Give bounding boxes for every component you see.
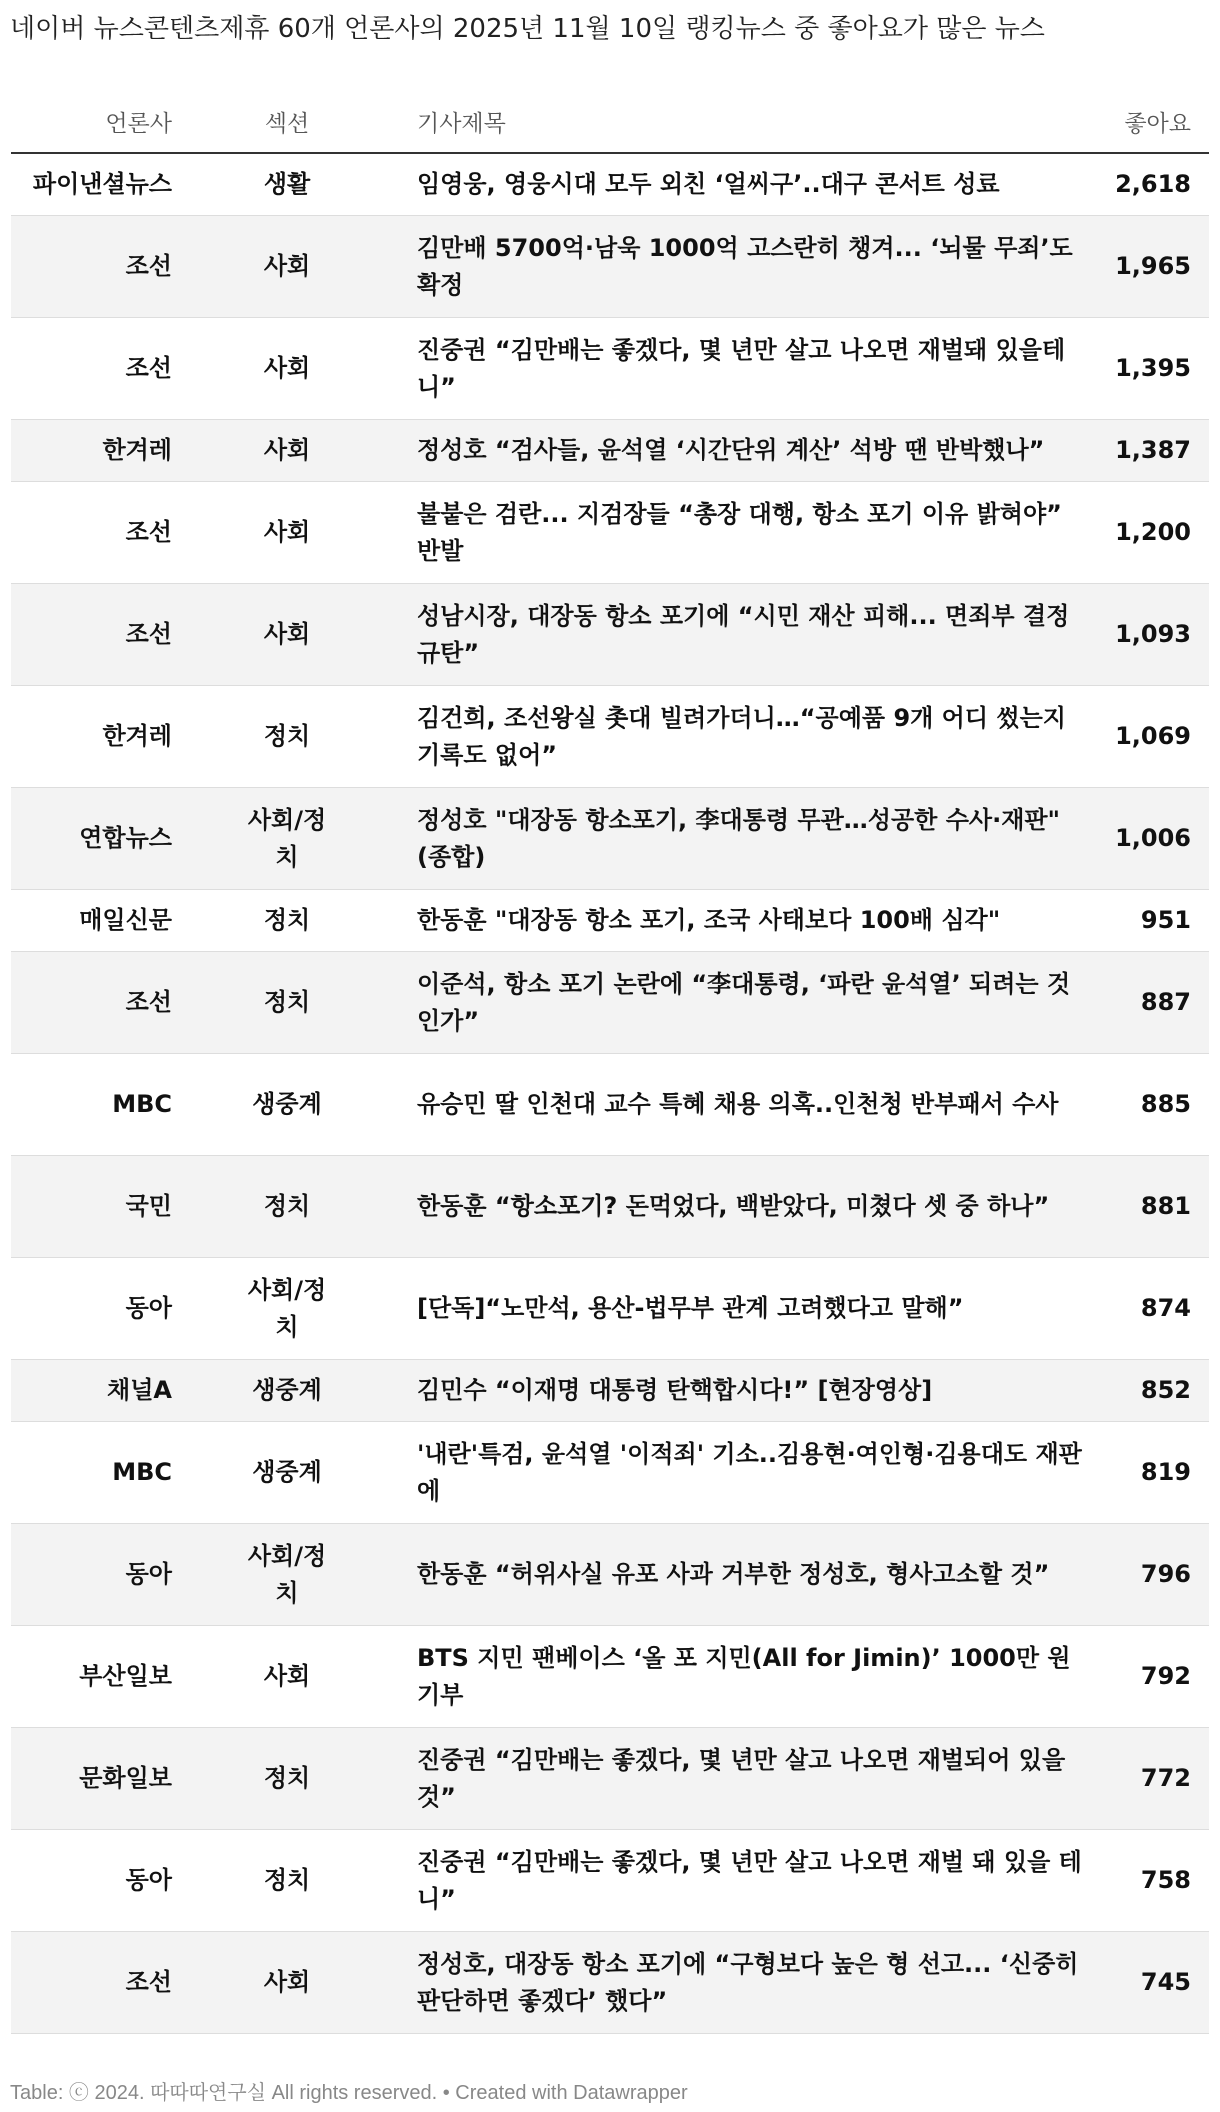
table-row [11, 1422, 1209, 1524]
cell-likes: 881 [1107, 1156, 1209, 1258]
cell-publisher: 한겨레 [11, 420, 172, 482]
cell-likes: 819 [1107, 1422, 1209, 1524]
cell-likes: 1,395 [1107, 318, 1209, 420]
cell-likes: 796 [1107, 1524, 1209, 1626]
cell-headline: 정성호, 대장동 항소 포기에 “구형보다 높은 형 선고... ‘신중히 판단하면 좋겠다’ 했다” [402, 1932, 1107, 2034]
cell-section-text: 생활 [263, 170, 311, 198]
cell-likes: 758 [1107, 1830, 1209, 1932]
cell-headline: 유승민 딸 인천대 교수 특혜 채용 의혹..인천청 반부패서 수사 [402, 1054, 1107, 1156]
cell-headline: 한동훈 "대장동 항소 포기, 조국 사태보다 100배 심각" [402, 890, 1107, 952]
cell-publisher: 한겨레 [11, 686, 172, 788]
cell-likes: 1,093 [1107, 584, 1209, 686]
cell-publisher: 동아 [11, 1258, 172, 1360]
table-row [11, 1728, 1209, 1830]
cell-likes: 2,618 [1107, 153, 1209, 216]
cell-publisher: 국민 [11, 1156, 172, 1258]
cell-section [172, 890, 402, 952]
cell-headline: 진중권 “김만배는 좋겠다, 몇 년만 살고 나오면 재벌돼 있을테니” [402, 318, 1107, 420]
cell-section-text: 정치 [263, 1192, 311, 1220]
cell-publisher: 조선 [11, 1932, 172, 2034]
cell-headline: 정성호 “검사들, 윤석열 ‘시간단위 계산’ 석방 땐 반박했나” [402, 420, 1107, 482]
cell-headline: 한동훈 “항소포기? 돈먹었다, 백받았다, 미쳤다 셋 중 하나” [402, 1156, 1107, 1258]
cell-likes: 1,387 [1107, 420, 1209, 482]
cell-publisher: 조선 [11, 952, 172, 1054]
cell-section-text: 정치 [263, 1764, 311, 1792]
cell-section [172, 686, 402, 788]
column-header-publisher[interactable]: 언론사 [11, 90, 172, 153]
column-header-headline[interactable]: 기사제목 [402, 90, 1107, 153]
table-row [11, 788, 1209, 890]
cell-likes: 1,069 [1107, 686, 1209, 788]
table-row [11, 952, 1209, 1054]
cell-section [172, 1626, 402, 1728]
cell-headline: 김건희, 조선왕실 촛대 빌려가더니…“공예품 9개 어디 썼는지 기록도 없어” [402, 686, 1107, 788]
cell-likes: 885 [1107, 1054, 1209, 1156]
cell-headline: '내란'특검, 윤석열 '이적죄' 기소..김용현·여인형·김용대도 재판에 [402, 1422, 1107, 1524]
cell-section-text: 사회/정치 [247, 1541, 327, 1607]
table-row [11, 216, 1209, 318]
cell-section [172, 153, 402, 216]
cell-section-text: 정치 [263, 722, 311, 750]
cell-section [172, 1830, 402, 1932]
cell-headline: BTS 지민 팬베이스 ‘올 포 지민(All for Jimin)’ 1000만 원 기부 [402, 1626, 1107, 1728]
cell-section [172, 482, 402, 584]
cell-headline: 김민수 “이재명 대통령 탄핵합시다!” [현장영상] [402, 1360, 1107, 1422]
table-row [11, 1524, 1209, 1626]
cell-headline: 김만배 5700억·남욱 1000억 고스란히 챙겨... ‘뇌물 무죄’도 확정 [402, 216, 1107, 318]
table-row [11, 153, 1209, 216]
cell-headline: [단독]“노만석, 용산-법무부 관계 고려했다고 말해” [402, 1258, 1107, 1360]
cell-publisher: 매일신문 [11, 890, 172, 952]
cell-headline: 진중권 “김만배는 좋겠다, 몇 년만 살고 나오면 재벌 돼 있을 테니” [402, 1830, 1107, 1932]
cell-section [172, 584, 402, 686]
column-header-likes[interactable]: 좋아요 [1107, 90, 1209, 153]
table-row [11, 1054, 1209, 1156]
cell-section [172, 1156, 402, 1258]
cell-likes: 951 [1107, 890, 1209, 952]
table-row [11, 1830, 1209, 1932]
table-title: 네이버 뉴스콘텐츠제휴 60개 언론사의 2025년 11월 10일 랭킹뉴스 중 좋아요가 많은 뉴스 [10, 14, 1045, 44]
cell-likes: 1,965 [1107, 216, 1209, 318]
cell-section [172, 420, 402, 482]
cell-headline: 진중권 “김만배는 좋겠다, 몇 년만 살고 나오면 재벌되어 있을 것” [402, 1728, 1107, 1830]
cell-section [172, 1422, 402, 1524]
cell-section-text: 사회 [263, 354, 311, 382]
cell-section-text: 사회 [263, 1968, 311, 1996]
table-row [11, 420, 1209, 482]
cell-likes: 772 [1107, 1728, 1209, 1830]
table-row [11, 318, 1209, 420]
cell-section-text: 정치 [263, 988, 311, 1016]
cell-publisher: 부산일보 [11, 1626, 172, 1728]
cell-publisher: 조선 [11, 482, 172, 584]
cell-publisher: 조선 [11, 216, 172, 318]
cell-section-text: 생중계 [252, 1458, 322, 1486]
table-header-row [11, 90, 1209, 153]
cell-section [172, 318, 402, 420]
cell-section [172, 216, 402, 318]
table-row [11, 482, 1209, 584]
cell-likes: 1,006 [1107, 788, 1209, 890]
table-row [11, 584, 1209, 686]
cell-publisher: 동아 [11, 1524, 172, 1626]
cell-section-text: 사회/정치 [247, 1275, 327, 1341]
cell-section-text: 생중계 [252, 1090, 322, 1118]
cell-section [172, 1054, 402, 1156]
cell-section [172, 1524, 402, 1626]
cell-headline: 불붙은 검란... 지검장들 “총장 대행, 항소 포기 이유 밝혀야” 반발 [402, 482, 1107, 584]
cell-publisher: 연합뉴스 [11, 788, 172, 890]
cell-likes: 887 [1107, 952, 1209, 1054]
cell-section-text: 사회 [263, 436, 311, 464]
cell-section [172, 952, 402, 1054]
cell-publisher: MBC [11, 1422, 172, 1524]
cell-section-text: 사회 [263, 518, 311, 546]
table-body [11, 153, 1209, 2034]
cell-headline: 임영웅, 영웅시대 모두 외친 ‘얼씨구’..대구 콘서트 성료 [402, 153, 1107, 216]
cell-headline: 한동훈 “허위사실 유포 사과 거부한 정성호, 형사고소할 것” [402, 1524, 1107, 1626]
column-header-section[interactable]: 섹션 [172, 90, 402, 153]
cell-headline: 정성호 "대장동 항소포기, 李대통령 무관…성공한 수사·재판"(종합) [402, 788, 1107, 890]
cell-publisher: 파이낸셜뉴스 [11, 153, 172, 216]
cell-section [172, 1932, 402, 2034]
cell-likes: 1,200 [1107, 482, 1209, 584]
cell-section-text: 사회 [263, 252, 311, 280]
cell-section [172, 1258, 402, 1360]
cell-publisher: 채널A [11, 1360, 172, 1422]
table-row [11, 1258, 1209, 1360]
cell-likes: 792 [1107, 1626, 1209, 1728]
cell-publisher: MBC [11, 1054, 172, 1156]
cell-publisher: 문화일보 [11, 1728, 172, 1830]
cell-headline: 이준석, 항소 포기 논란에 “李대통령, ‘파란 윤석열’ 되려는 것인가” [402, 952, 1107, 1054]
cell-section [172, 788, 402, 890]
table-footer: Table: ⓒ 2024. 따따따연구실 All rights reserved. • Created with Datawrapper [10, 2082, 688, 2104]
ranking-table [11, 90, 1209, 2034]
cell-likes: 874 [1107, 1258, 1209, 1360]
cell-section-text: 정치 [263, 906, 311, 934]
cell-section [172, 1728, 402, 1830]
cell-publisher: 조선 [11, 318, 172, 420]
cell-publisher: 조선 [11, 584, 172, 686]
table-row [11, 1626, 1209, 1728]
table-row [11, 1932, 1209, 2034]
cell-section-text: 정치 [263, 1866, 311, 1894]
cell-section-text: 사회/정치 [247, 805, 327, 871]
cell-likes: 745 [1107, 1932, 1209, 2034]
cell-headline: 성남시장, 대장동 항소 포기에 “시민 재산 피해... 면죄부 결정 규탄” [402, 584, 1107, 686]
cell-section-text: 생중계 [252, 1376, 322, 1404]
table-row [11, 686, 1209, 788]
cell-section [172, 1360, 402, 1422]
cell-likes: 852 [1107, 1360, 1209, 1422]
cell-publisher: 동아 [11, 1830, 172, 1932]
cell-section-text: 사회 [263, 1662, 311, 1690]
table-row [11, 1360, 1209, 1422]
cell-section-text: 사회 [263, 620, 311, 648]
table-row [11, 1156, 1209, 1258]
table-row [11, 890, 1209, 952]
